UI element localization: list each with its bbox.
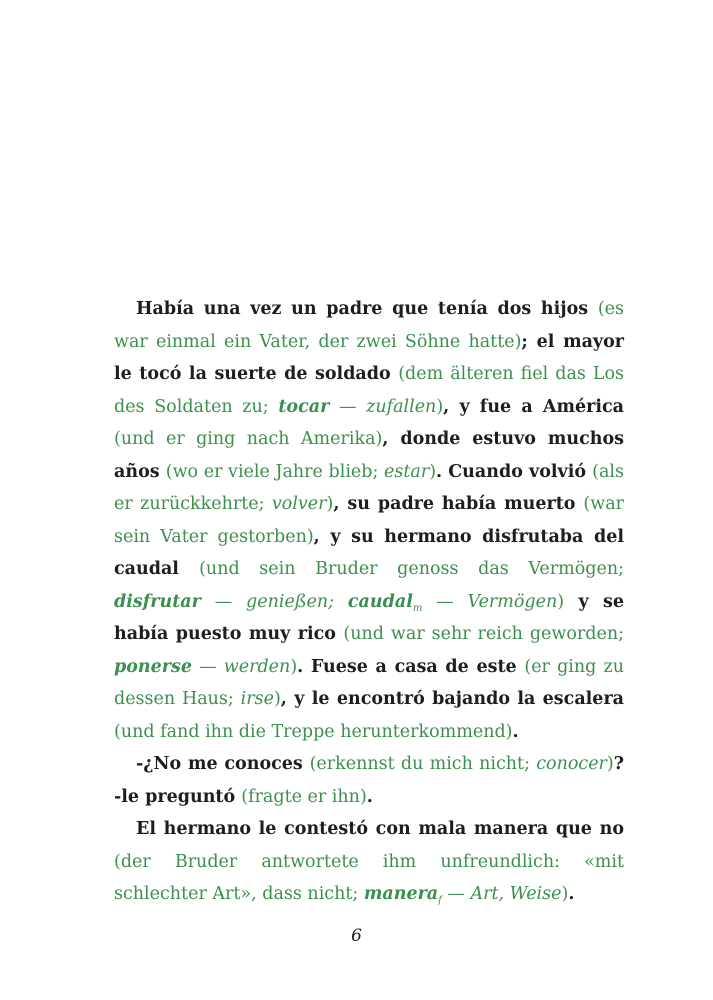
- german-translation-italic: irse: [240, 689, 274, 709]
- spanish-text: . Cuando volvió: [436, 461, 593, 482]
- german-translation-italic: — Vermögen: [422, 591, 558, 612]
- german-translation: (erkennst du mich nicht;: [309, 754, 537, 774]
- german-translation: (es war einmal ein Vater, der zwei Söhne hatte): [114, 299, 624, 352]
- german-translation-italic: conocer: [536, 754, 607, 774]
- spanish-text: , y fue a América: [443, 396, 624, 417]
- spanish-keyword: manera: [363, 884, 439, 904]
- german-translation-italic: estar: [384, 461, 430, 482]
- paragraph-dialogue-question: [114, 748, 624, 813]
- german-translation: ): [436, 396, 444, 417]
- german-translation: (der Bruder antwortete ihm unfreundlich: «mit schlechter Art», dass nicht;: [114, 851, 624, 904]
- german-translation: (er ging zu dessen Haus;: [114, 656, 624, 709]
- spanish-keyword: ponerse: [114, 656, 192, 677]
- spanish-text: Había una vez un padre que tenía dos hijos: [136, 299, 598, 319]
- spanish-text: , y le encontró bajando la escalera: [280, 689, 624, 709]
- german-translation-italic: — werden: [191, 656, 291, 677]
- spanish-text: ? -le preguntó: [114, 754, 625, 807]
- german-translation: (wo er viele Jahre blieb;: [165, 461, 385, 482]
- german-translation: (war sein Vater gestorben): [114, 494, 625, 547]
- german-translation: (fragte er ihn): [241, 786, 367, 807]
- spanish-text: -¿No me conoces: [136, 754, 310, 774]
- german-translation-italic: — Art, Weise: [441, 884, 562, 904]
- german-translation-italic: volver: [271, 494, 327, 514]
- spanish-text: El hermano le contestó con mala manera que no: [136, 819, 624, 839]
- spanish-text: .: [512, 721, 519, 742]
- german-translation-italic: — zufallen: [329, 396, 437, 417]
- spanish-keyword: tocar: [278, 396, 330, 417]
- spanish-text: .: [366, 786, 373, 807]
- spanish-text: y se había puesto muy rico: [114, 591, 625, 644]
- spanish-text: , donde estuvo muchos años: [114, 429, 624, 482]
- gender-marker: m: [412, 602, 423, 614]
- german-translation-italic: — genießen;: [200, 591, 348, 612]
- german-translation: ): [326, 494, 334, 514]
- book-page-text: [114, 293, 624, 911]
- spanish-keyword: caudal: [347, 591, 413, 612]
- german-translation: (und fand ihn die Treppe herunterkommend): [114, 721, 513, 742]
- german-translation: (und sein Bruder genoss das Vermögen;: [199, 559, 624, 579]
- german-translation: ): [561, 884, 569, 904]
- spanish-text: . Fuese a casa de este: [297, 656, 525, 677]
- german-translation: (und er ging nach Amerika): [114, 429, 383, 449]
- spanish-text: .: [568, 884, 575, 904]
- german-translation: ): [557, 591, 565, 612]
- german-translation: ): [290, 656, 298, 677]
- german-translation: ): [273, 689, 281, 709]
- page-number: 6: [351, 926, 362, 946]
- spanish-text: ; el mayor le tocó la suerte de soldado: [114, 331, 624, 384]
- paragraph-brother-answer: [114, 813, 624, 911]
- german-translation: (und war sehr reich geworden;: [343, 624, 624, 644]
- spanish-keyword: disfrutar: [114, 591, 201, 612]
- spanish-text: , y su hermano disfrutaba del caudal: [114, 526, 624, 579]
- german-translation: ): [606, 754, 614, 774]
- gender-marker: f: [438, 895, 442, 906]
- spanish-text: , su padre había muerto: [333, 494, 584, 514]
- paragraph-story-intro: [114, 293, 624, 748]
- german-translation: (dem älteren fiel das Los des Soldaten zu;: [114, 364, 624, 417]
- german-translation: ): [429, 461, 437, 482]
- german-translation: (als er zurückkehrte;: [114, 461, 625, 514]
